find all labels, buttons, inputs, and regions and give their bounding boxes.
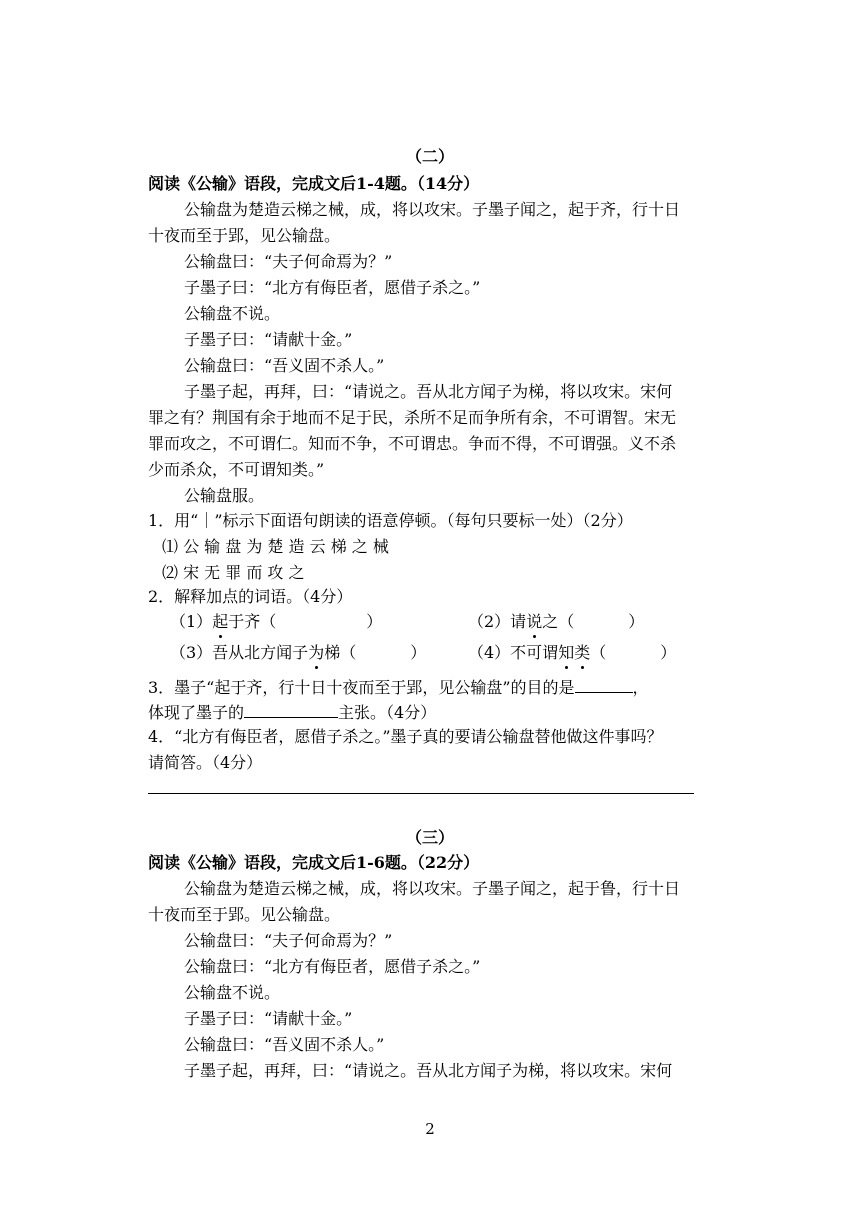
question-1: 1．用“｜”标示下面语句朗读的语意停顿。（每句只要标一处）（2分）: [148, 511, 633, 530]
section-heading: （三）: [405, 828, 454, 847]
dotted-word: 知: [558, 643, 575, 662]
passage-line: 子墨子起，再拜，曰：“请说之。吾从北方闻子为梯，将以攻宋。宋何: [184, 1061, 673, 1080]
question-3-line-2: [148, 700, 436, 724]
question-text: ，: [632, 678, 649, 697]
item-prefix: （3）吾从北方闻子: [170, 643, 309, 662]
question-3-line-1: [148, 675, 649, 699]
passage-line: 公输盘不说。: [184, 304, 281, 323]
dotted-word: 起: [212, 612, 229, 631]
item-close: ）: [628, 612, 645, 631]
question-1-item-2: ⑵ 宋 无 罪 而 攻 之: [162, 563, 305, 582]
section-instruction: 阅读《公输》语段，完成文后1-4题。（14分）: [148, 174, 480, 193]
passage-line: 公输盘曰：“北方有侮臣者，愿借子杀之。”: [184, 957, 481, 976]
dotted-word: 为: [308, 643, 325, 662]
passage-line: 子墨子起，再拜，曰：“请说之。吾从北方闻子为梯，将以攻宋。宋何: [184, 382, 673, 401]
question-1-item-1: ⑴ 公 输 盘 为 楚 造 云 梯 之 械: [162, 537, 389, 556]
question-4-line-2: 请简答。（4分）: [148, 753, 263, 772]
passage-line: 少而杀众，不可谓知类。”: [148, 460, 325, 479]
passage-line: 公输盘曰：“夫子何命焉为？”: [184, 252, 393, 271]
answer-line[interactable]: [148, 793, 694, 794]
dotted-word: 说: [526, 612, 543, 631]
passage-line: 子墨子曰：“请献十金。”: [184, 1009, 353, 1028]
question-text: 3．墨子“起于齐，行十日十夜而至于郢，见公输盘”的目的是: [148, 678, 575, 697]
passage-line: 公输盘曰：“吾义固不杀人。”: [184, 1035, 385, 1054]
page-number: 2: [425, 1120, 435, 1138]
passage-line: 十夜而至于郢。见公输盘。: [148, 905, 341, 924]
passage-line: 公输盘曰：“吾义固不杀人。”: [184, 356, 385, 375]
question-4-line-1: 4．“北方有侮臣者，愿借子杀之。”墨子真的要请公输盘替他做这件事吗？: [148, 727, 663, 746]
section-heading: （二）: [405, 147, 454, 166]
question-text: 主张。（4分）: [338, 703, 437, 722]
question-2-item-3: [170, 642, 426, 664]
item-close: ）: [410, 643, 427, 662]
passage-line: 子墨子曰：“北方有侮臣者，愿借子杀之。”: [184, 278, 481, 297]
passage-line: 公输盘曰：“夫子何命焉为？”: [184, 931, 393, 950]
passage-line: 公输盘为楚造云梯之械，成，将以攻宋。子墨子闻之，起于齐，行十日: [184, 200, 681, 219]
item-text: （: [590, 643, 607, 662]
item-close: ）: [660, 643, 677, 662]
dotted-word: 类: [574, 643, 591, 662]
item-text: 之（: [542, 612, 575, 631]
question-2: 2．解释加点的词语。（4分）: [148, 587, 353, 606]
question-2-item-2: [468, 611, 644, 633]
answer-blank[interactable]: [575, 675, 633, 693]
item-close: ）: [366, 612, 383, 631]
item-text: 于齐（: [228, 612, 277, 631]
passage-line: 子墨子曰：“请献十金。”: [184, 330, 353, 349]
passage-line: 罪而攻之，不可谓仁。知而不争，不可谓忠。争而不得，不可谓强。义不杀: [148, 434, 677, 453]
answer-blank[interactable]: [244, 700, 338, 718]
passage-line: 公输盘为楚造云梯之械，成，将以攻宋。子墨子闻之，起于鲁，行十日: [184, 879, 681, 898]
passage-line: 十夜而至于郢，见公输盘。: [148, 226, 341, 245]
passage-line: 罪之有？荆国有余于地而不足于民，杀所不足而争所有余，不可谓智。宋无: [148, 408, 677, 427]
passage-line: 公输盘服。: [184, 486, 265, 505]
question-2-item-4: [468, 642, 676, 664]
item-prefix: （2）请: [468, 612, 527, 631]
item-text: 梯（: [324, 643, 357, 662]
passage-line: 公输盘不说。: [184, 983, 281, 1002]
question-text: 体现了墨子的: [148, 703, 245, 722]
question-2-item-1: [170, 611, 382, 633]
section-instruction: 阅读《公输》语段，完成文后1-6题。（22分）: [148, 853, 480, 872]
item-prefix: （1）: [170, 612, 213, 631]
item-prefix: （4）不可谓: [468, 643, 559, 662]
